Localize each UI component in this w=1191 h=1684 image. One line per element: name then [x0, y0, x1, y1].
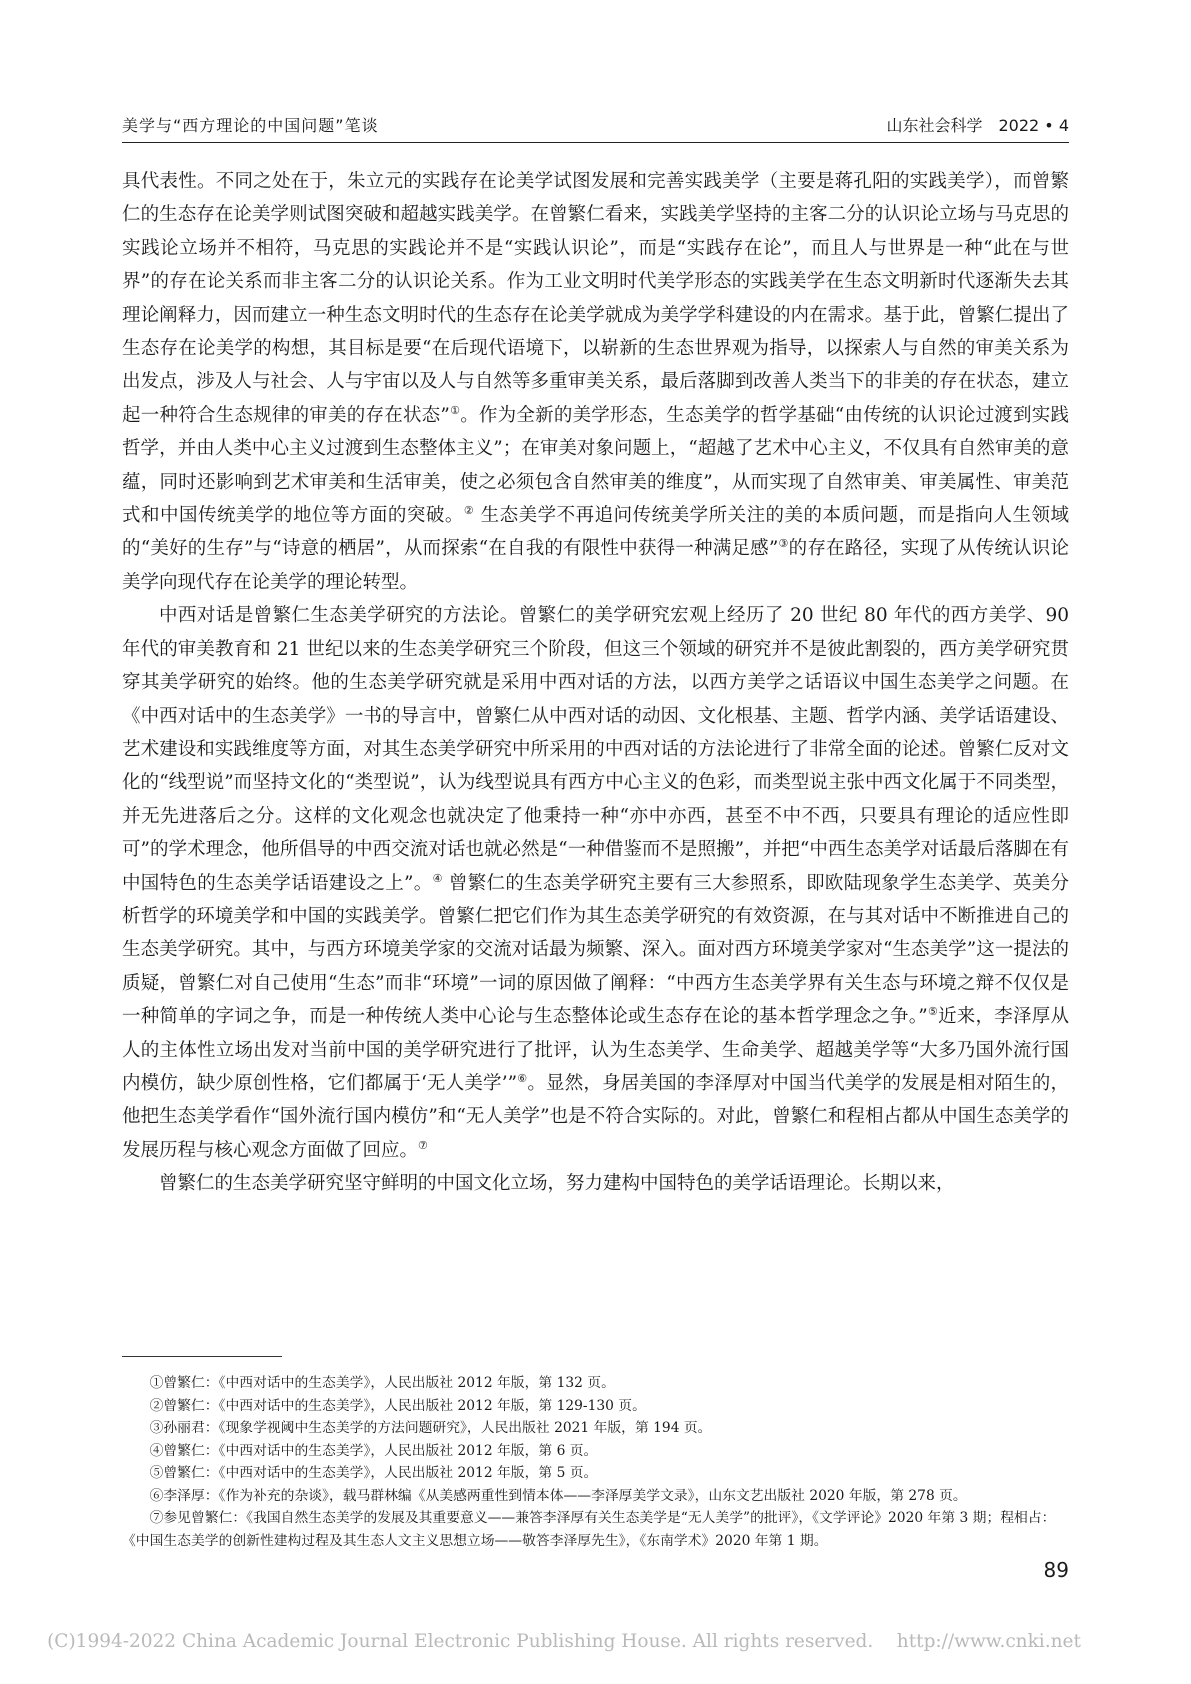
- footnote-6: ⑥李泽厚：《作为补充的杂谈》，载马群林编《从美感两重性到情本体——李泽厚美学文录》，山东文艺出版社 2020 年版，第 278 页。: [149, 1487, 967, 1504]
- copyright-watermark: (C)1994-2022 China Academic Journal Electronic Publishing House. All rights reserved. http://www.cnki.net: [47, 1631, 1081, 1652]
- footnote-3: ③孙丽君：《现象学视阈中生态美学的方法问题研究》，人民出版社 2021 年版，第 194 页。: [149, 1420, 712, 1436]
- footnote-ref-6[interactable]: ⑥: [517, 1071, 528, 1085]
- paragraph-1-text-a: 具代表性。不同之处在于，朱立元的实践存在论美学试图发展和完善实践美学（主要是蒋孔阳的实践美学），而曾繁仁的生态存在论美学则试图突破和超越实践美学。在曾繁仁看来，实践美学坚持的主客二分的认识论立场与马克思的实践论立场并不相符，马克思的实践论并不是“实践认识论”，而是“实践存在论”，而且人与世界是一种“此在与世界”的存在论关系而非主客二分的认识论关系。作为工业文明时代美学形态的实践美学在生态文明新时代逐渐失去其理论阐释力，因而建立一种生态文明时代的生态存在论美学就成为美学学科建设的内在需求。基于此，曾繁仁提出了生态存在论美学的构想，其目标是要“在后现代语境下，以崭新的生态世界观为指导，以探索人与自然的审美关系为出发点，涉及人与社会、人与宇宙以及人与自然等多重审美关系，最后落脚到改善人类当下的非美的存在状态，建立起一种符合生态规律的审美的存在状态”: [122, 171, 1069, 426]
- paragraph-2-text-b: 曾繁仁的生态美学研究主要有三大参照系，即欧陆现象学生态美学、英美分析哲学的环境美学和中国的实践美学。曾繁仁把它们作为其生态美学研究的有效资源，在与其对话中不断推进自己的生态美学研究。其中，与西方环境美学家的交流对话最为频繁、深入。面对西方环境美学家对“生态美学”这一提法的质疑，曾繁仁对自己使用“生态”而非“环境”一词的原因做了阐释：“中西方生态美学界有关生态与环境之辩不仅仅是一种简单的字词之争，而是一种传统人类中心论与生态整体论或生态存在论的基本哲学理念之争。”: [122, 872, 1069, 1028]
- section-title: 美学与“西方理论的中国问题”笔谈: [122, 116, 379, 135]
- paragraph-1-text-c: 生态美学不再追问传统美学所关注的美的本质问题，而是指向人生领域的“美好的生存”与“诗意的栖居”，从而探索“在自我的有限性中获得一种满足感”: [122, 505, 1069, 560]
- paragraph-2: [122, 599, 1069, 1167]
- paragraph-3: 曾繁仁的生态美学研究坚守鲜明的中国文化立场，努力建构中国特色的美学话语理论。长期以来，: [159, 1173, 955, 1195]
- journal-issue: 山东社会科学 2022 • 4: [886, 116, 1069, 135]
- footnote-ref-5[interactable]: ⑤: [927, 1005, 939, 1018]
- page-number: 89: [1043, 1558, 1069, 1582]
- footnote-7: ⑦参见曾繁仁：《我国自然生态美学的发展及其重要意义——兼答李泽厚有关生态美学是“无人美学”的批评》，《文学评论》2020 年第 3 期；程相占：《中国生态美学的创新性建构过程及其生态人文主义思想立场——敬答李泽厚先生》，《东南学术》2020 年第 1 期。: [122, 1510, 1056, 1549]
- footnote-ref-7[interactable]: ⑦: [418, 1138, 428, 1152]
- paragraph-1-text-d: 的存在路径，实现了从传统认识论美学向现代存在论美学的理论转型。: [122, 538, 1069, 593]
- footnote-ref-1[interactable]: ①: [449, 403, 461, 417]
- paragraph-2-text-a: 中西对话是曾繁仁生态美学研究的方法论。曾繁仁的美学研究宏观上经历了 20 世纪 80 年代的西方美学、90 年代的审美教育和 21 世纪以来的生态美学研究三个阶段，但这三个领域的研究并不是彼此割裂的，西方美学研究贯穿其美学研究的始终。他的生态美学研究就是采用中西对话的方法，以西方美学之话语议中国生态美学之问题。在《中西对话中的生态美学》一书的导言中，曾繁仁从中西对话的动因、文化根基、主题、哲学内涵、美学话语建设、艺术建设和实践维度等方面，对其生态美学研究中所采用的中西对话的方法论进行了非常全面的论述。曾繁仁反对文化的“线型说”而坚持文化的“类型说”，认为线型说具有西方中心主义的色彩，而类型说主张中西文化属于不同类型，并无先进落后之分。这样的文化观念也就决定了他秉持一种“亦中亦西，甚至不中不西，只要具有理论的适应性即可”的学术理念，他所倡导的中西交流对话也就必然是“一种借鉴而不是照搬”，并把“中西生态美学对话最后落脚在有中国特色的生态美学话语建设之上”。: [122, 605, 1069, 894]
- footnote-ref-4[interactable]: ④: [432, 871, 443, 885]
- running-header: [122, 110, 1069, 143]
- footnote-divider: [122, 1356, 282, 1357]
- article-body: [122, 165, 1069, 1201]
- footnote-2: ②曾繁仁：《中西对话中的生态美学》，人民出版社 2012 年版，第 129-130 页。: [149, 1397, 646, 1414]
- footnote-1: ①曾繁仁：《中西对话中的生态美学》，人民出版社 2012 年版，第 132 页。: [149, 1375, 615, 1391]
- footnotes: [122, 1372, 1069, 1552]
- footnote-4: ④曾繁仁：《中西对话中的生态美学》，人民出版社 2012 年版，第 6 页。: [149, 1442, 598, 1459]
- paragraph-2-text-c: 近来，李泽厚从人的主体性立场出发对当前中国的美学研究进行了批评，认为生态美学、生命美学、超越美学等“大多乃国外流行国内模仿，缺少原创性格，它们都属于‘无人美学’”: [122, 1006, 1069, 1094]
- paragraph-2-text-d: 。显然，身居美国的李泽厚对中国当代美学的发展是相对陌生的，他把生态美学看作“国外流行国内模仿”和“无人美学”也是不符合实际的。对此，曾繁仁和程相占都从中国生态美学的发展历程与核心观念方面做了回应。: [122, 1072, 1069, 1161]
- footnote-ref-2[interactable]: ②: [463, 503, 475, 517]
- footnote-5: ⑤曾繁仁：《中西对话中的生态美学》，人民出版社 2012 年版，第 5 页。: [149, 1465, 598, 1481]
- footnote-ref-3[interactable]: ③: [778, 537, 789, 551]
- paragraph-1: [122, 165, 1069, 599]
- paragraph-1-text-b: 。作为全新的美学形态，生态美学的哲学基础“由传统的认识论过渡到实践哲学，并由人类中心主义过渡到生态整体主义”；在审美对象问题上，“超越了艺术中心主义，不仅具有自然审美的意蕴，同时还影响到艺术审美和生活审美，使之必须包含自然审美的维度”，从而实现了自然审美、审美属性、审美范式和中国传统美学的地位等方面的突破。: [122, 404, 1069, 527]
